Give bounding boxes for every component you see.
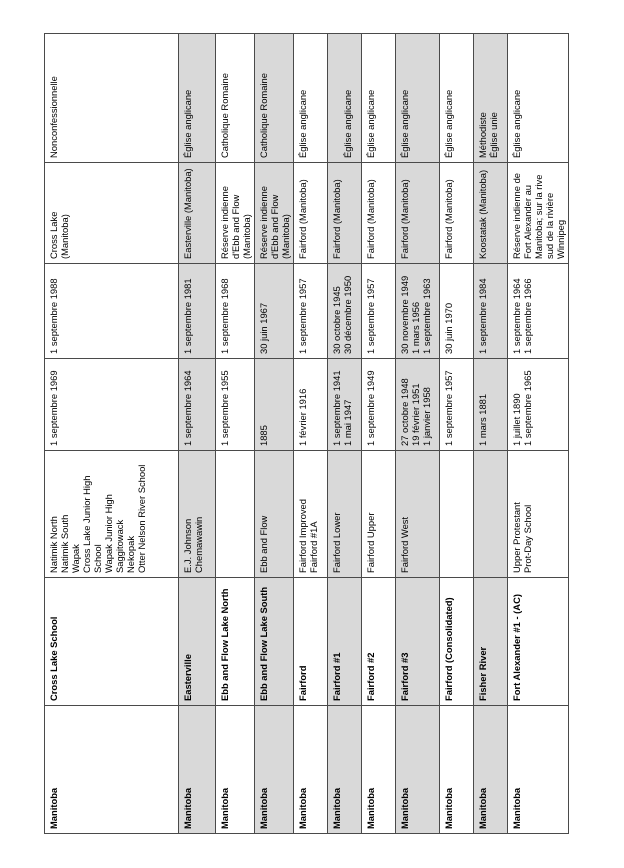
cell-line: Église anglicane — [365, 89, 376, 158]
cell-line: 1 mai 1947 — [342, 399, 353, 446]
location-cell: Cross Lake (Manitoba) — [45, 163, 179, 264]
location-cell: Fairford (Manitoba) — [328, 163, 362, 264]
cell-line: 1 janvier 1958 — [421, 387, 432, 446]
cell-line: 1 septembre 1984 — [477, 278, 488, 354]
cell-line: Fairford Improved — [297, 499, 308, 573]
location-cell: Koostatak (Manitoba) — [474, 163, 508, 264]
table-row — [362, 34, 396, 834]
close-dates-cell — [328, 264, 362, 359]
cell-line: 1 septembre 1949 — [365, 370, 376, 446]
other-names-cell — [396, 451, 440, 578]
cell-line: Otter Nelson River School — [136, 464, 147, 573]
cell-line: Chemawawin — [193, 516, 204, 573]
table-row — [474, 34, 508, 834]
school-name-cell: Fisher River — [474, 578, 508, 706]
cell-line — [331, 38, 342, 158]
cell-line: Fairford Upper — [365, 512, 376, 573]
province-cell: Manitoba — [216, 706, 255, 834]
cell-line: Église unie — [488, 112, 499, 158]
close-dates-cell — [362, 264, 396, 359]
schools-table — [44, 33, 569, 834]
cell-line: 1 mars 1881 — [477, 393, 488, 446]
open-dates-cell — [179, 359, 216, 451]
location-cell: Easterville (Manitoba) — [179, 163, 216, 264]
cell-line: Wapak — [70, 544, 81, 573]
cell-line: Église anglicane — [511, 89, 522, 158]
province-cell: Manitoba — [294, 706, 328, 834]
close-dates-cell — [216, 264, 255, 359]
cell-line: 1 septembre 1941 — [331, 370, 342, 446]
table-body — [45, 34, 569, 834]
cell-line: Catholique Romaine — [258, 73, 269, 158]
open-dates-cell — [440, 359, 474, 451]
close-dates-cell — [508, 264, 569, 359]
cell-line: 30 novembre 1949 — [399, 275, 410, 354]
cell-line: 1 mars 1956 — [410, 301, 421, 354]
location-cell: Fairford (Manitoba) — [440, 163, 474, 264]
table-row — [508, 34, 569, 834]
cell-line: 1 septembre 1964 — [511, 278, 522, 354]
cell-line: 1 septembre 1969 — [48, 370, 59, 446]
cell-line: 1 septembre 1964 — [182, 370, 193, 446]
open-dates-cell — [216, 359, 255, 451]
other-names-cell — [294, 451, 328, 578]
school-name-cell: Fairford (Consolidated) — [440, 578, 474, 706]
cell-line: Église anglicane — [399, 89, 410, 158]
cell-line: 30 juin 1967 — [258, 302, 269, 354]
cell-line: Fairford West — [399, 516, 410, 573]
denomination-cell — [508, 34, 569, 163]
cell-line: 1 septembre 1957 — [297, 278, 308, 354]
school-name-cell: Cross Lake School — [45, 578, 179, 706]
cell-line: Catholique Romaine — [219, 73, 230, 158]
cell-line: Nekopak — [125, 535, 136, 573]
cell-line: 1 septembre 1981 — [182, 278, 193, 354]
school-name-cell: Fairford #1 — [328, 578, 362, 706]
other-names-cell — [255, 451, 294, 578]
rotated-page — [44, 34, 566, 834]
cell-line: 30 juin 1970 — [443, 302, 454, 354]
table-row — [440, 34, 474, 834]
denomination-cell — [328, 34, 362, 163]
table-row — [294, 34, 328, 834]
open-dates-cell — [328, 359, 362, 451]
other-names-cell — [179, 451, 216, 578]
denomination-cell — [179, 34, 216, 163]
cell-line: Fairford Lower — [331, 512, 342, 573]
cell-line: Église anglicane — [297, 89, 308, 158]
table-row — [328, 34, 362, 834]
cell-line: Église anglicane — [443, 89, 454, 158]
cell-line: 1 septembre 1968 — [219, 278, 230, 354]
cell-line: Natimik North — [48, 516, 59, 573]
cell-line: Méthodiste — [477, 112, 488, 158]
cell-line: 1 septembre 1955 — [219, 370, 230, 446]
open-dates-cell — [362, 359, 396, 451]
close-dates-cell — [396, 264, 440, 359]
denomination-cell — [294, 34, 328, 163]
denomination-cell — [255, 34, 294, 163]
table-row — [255, 34, 294, 834]
table-row — [45, 34, 179, 834]
cell-line: 1 septembre 1957 — [365, 278, 376, 354]
school-name-cell: Ebb and Flow Lake South — [255, 578, 294, 706]
location-cell: Fairford (Manitoba) — [294, 163, 328, 264]
open-dates-cell — [396, 359, 440, 451]
close-dates-cell — [440, 264, 474, 359]
denomination-cell — [440, 34, 474, 163]
denomination-cell — [396, 34, 440, 163]
cell-line: Nonconfessionnelle — [48, 76, 59, 158]
province-cell: Manitoba — [45, 706, 179, 834]
open-dates-cell — [45, 359, 179, 451]
cell-line: Cross Lake Junior High School — [81, 475, 103, 573]
cell-line: Wapak Junior High — [103, 494, 114, 573]
school-name-cell: Fairford #2 — [362, 578, 396, 706]
close-dates-cell — [294, 264, 328, 359]
open-dates-cell — [474, 359, 508, 451]
cell-line: Upper Protestant — [511, 502, 522, 573]
close-dates-cell — [255, 264, 294, 359]
school-name-cell: Ebb and Flow Lake North — [216, 578, 255, 706]
cell-line: 30 octobre 1945 — [331, 286, 342, 354]
table-row — [179, 34, 216, 834]
province-cell: Manitoba — [255, 706, 294, 834]
cell-line: Fairford #1A — [308, 521, 319, 573]
cell-line: 1 septembre 1965 — [522, 370, 533, 446]
school-name-cell: Fairford #3 — [396, 578, 440, 706]
cell-line: 1 septembre 1963 — [421, 278, 432, 354]
open-dates-cell — [255, 359, 294, 451]
cell-line: 1 juillet 1890 — [511, 393, 522, 446]
province-cell: Manitoba — [440, 706, 474, 834]
other-names-cell — [440, 451, 474, 578]
province-cell: Manitoba — [396, 706, 440, 834]
close-dates-cell — [45, 264, 179, 359]
cell-line: Natimik South — [59, 514, 70, 573]
other-names-cell — [362, 451, 396, 578]
open-dates-cell — [508, 359, 569, 451]
cell-line: 30 décembre 1950 — [342, 275, 353, 354]
school-name-cell: Easterville — [179, 578, 216, 706]
close-dates-cell — [474, 264, 508, 359]
school-name-cell: Fort Alexander #1 - (AC) — [508, 578, 569, 706]
location-cell: Fairford (Manitoba) — [396, 163, 440, 264]
table-row — [216, 34, 255, 834]
denomination-cell — [45, 34, 179, 163]
denomination-cell — [362, 34, 396, 163]
location-cell: Réserve indienne d'Ebb and Flow (Manitoba) — [255, 163, 294, 264]
province-cell: Manitoba — [508, 706, 569, 834]
school-name-cell: Fairford — [294, 578, 328, 706]
table-row — [396, 34, 440, 834]
location-cell: Réserve indienne d'Ebb and Flow (Manitoba) — [216, 163, 255, 264]
cell-line: Église anglicane — [182, 89, 193, 158]
cell-line: 1 septembre 1957 — [443, 370, 454, 446]
cell-line: 1 septembre 1966 — [522, 278, 533, 354]
province-cell: Manitoba — [362, 706, 396, 834]
cell-line: 1 septembre 1988 — [48, 278, 59, 354]
cell-line: 1885 — [258, 425, 269, 446]
cell-line: 19 février 1951 — [410, 383, 421, 446]
other-names-cell — [328, 451, 362, 578]
cell-line: E.J. Johnson — [182, 518, 193, 573]
cell-line: 1 février 1916 — [297, 388, 308, 446]
cell-line: Église anglicane — [342, 89, 353, 158]
province-cell: Manitoba — [328, 706, 362, 834]
location-cell: Fairford (Manitoba) — [362, 163, 396, 264]
open-dates-cell — [294, 359, 328, 451]
location-cell: Réserve indienne de Fort Alexander au Manitoba; sur la rive sud de la rivière Winnipeg — [508, 163, 569, 264]
other-names-cell — [45, 451, 179, 578]
cell-line: 27 octobre 1948 — [399, 378, 410, 446]
province-cell: Manitoba — [474, 706, 508, 834]
close-dates-cell — [179, 264, 216, 359]
denomination-cell — [474, 34, 508, 163]
cell-line: Prot-Day School — [522, 504, 533, 573]
denomination-cell — [216, 34, 255, 163]
other-names-cell — [474, 451, 508, 578]
cell-line: Ebb and Flow — [258, 515, 269, 573]
province-cell: Manitoba — [179, 706, 216, 834]
cell-line: Saggitowack — [114, 519, 125, 573]
other-names-cell — [508, 451, 569, 578]
other-names-cell — [216, 451, 255, 578]
